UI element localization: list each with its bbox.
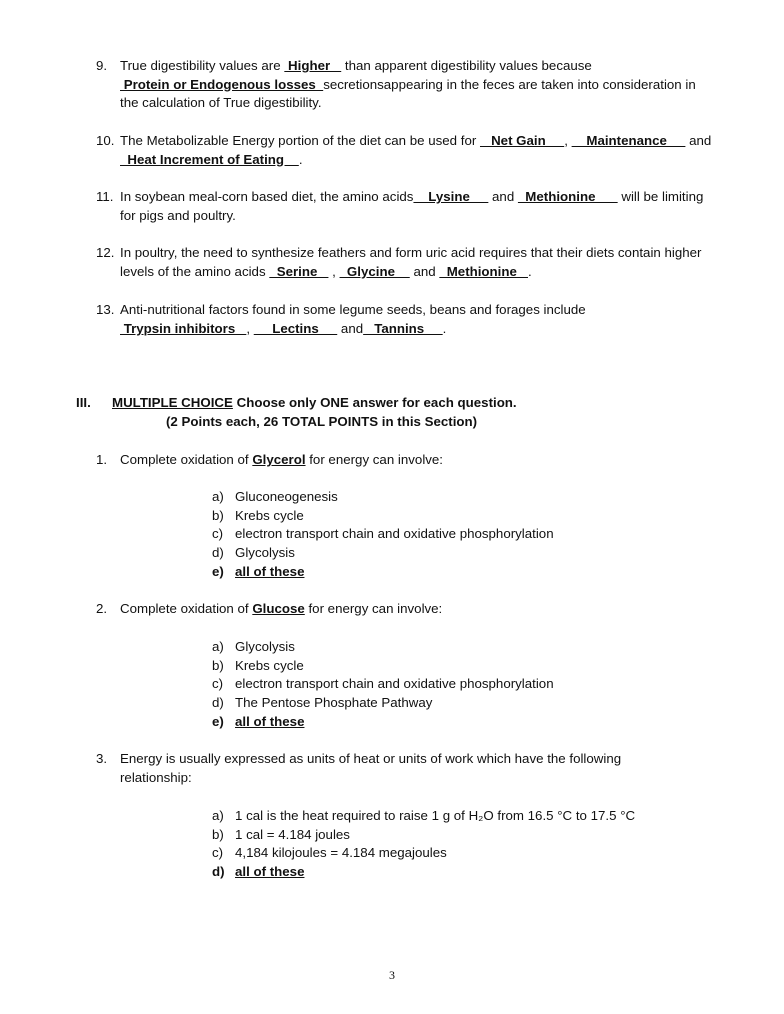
question-text-fragment: . (442, 320, 447, 336)
answer-option (212, 507, 554, 526)
question-text-fragment: . (298, 151, 303, 167)
option-text: all of these (235, 563, 305, 579)
question-text: Energy is usually expressed as units of heat or units of work which have the following relationship: (120, 751, 622, 785)
question-text (120, 132, 716, 169)
option-letter: b) (212, 507, 224, 523)
answer-blank: Glycine (339, 263, 410, 279)
answer-blank: Protein or Endogenous losses (120, 76, 324, 92)
question-number: 2. (96, 601, 108, 616)
option-letter: c) (212, 676, 224, 692)
option-text: Krebs cycle (235, 507, 304, 523)
question-text-fragment: The Metabolizable Energy portion of the diet can be used for (120, 133, 480, 148)
question-text-fragment: , (328, 263, 340, 279)
question-text: Complete oxidation of Glucose for energy can involve: (120, 601, 443, 616)
option-text: 1 cal = 4.184 joules (235, 826, 350, 842)
question-text (120, 301, 716, 338)
answer-options (212, 807, 635, 882)
option-text: electron transport chain and oxidative phosphorylation (235, 676, 554, 692)
option-text: all of these (235, 864, 305, 880)
option-letter: d) (212, 864, 225, 880)
question-keyword: Glycerol (252, 452, 306, 467)
section-title-underlined: MULTIPLE CHOICE (112, 395, 233, 410)
question-text-fragment: In soybean meal-corn based diet, the amino acids (120, 189, 414, 204)
question-number: 1. (96, 452, 108, 467)
option-letter: d) (212, 545, 224, 561)
section-title-rest: Choose only ONE answer for each question. (232, 395, 517, 410)
mc-question (96, 451, 696, 470)
answer-option (212, 694, 554, 713)
question-text-fragment: secretionsappearing in the feces are taken into consideration in the calculation of True digestibility. (120, 76, 696, 111)
mc-question (96, 750, 696, 787)
answer-blank: Higher (284, 58, 342, 73)
answer-option (212, 525, 554, 544)
answer-option (212, 844, 635, 863)
question-text-fragment: and (337, 320, 364, 336)
answer-blank: Maintenance (571, 133, 686, 148)
question-number: 13. (96, 302, 115, 317)
answer-option (212, 638, 554, 657)
answer-option (212, 675, 554, 694)
question-text: Complete oxidation of Glycerol for energy can involve: (120, 452, 444, 467)
question-text-fragment: True digestibility values are (120, 58, 285, 73)
option-letter: c) (212, 526, 224, 542)
answer-blank: Tannins (363, 320, 443, 336)
question-text (120, 188, 716, 225)
answer-blank: Trypsin inhibitors (120, 320, 247, 336)
option-text: 1 cal is the heat required to raise 1 g of H₂O from 16.5 °C to 17.5 °C (235, 808, 636, 823)
question-text-fragment: will be limiting for pigs and poultry. (120, 189, 704, 223)
option-letter: e) (212, 563, 224, 579)
option-letter: a) (212, 808, 224, 823)
question-number: 9. (96, 58, 108, 73)
option-text: Krebs cycle (235, 657, 304, 673)
answer-blank: Serine (269, 263, 329, 279)
page-number: 3 (389, 968, 395, 982)
fill-in-question (96, 244, 716, 281)
option-text: Gluconeogenesis (235, 489, 338, 504)
answer-option (212, 826, 635, 845)
correct-answer-option (212, 713, 554, 732)
correct-answer-option (212, 563, 554, 582)
option-text: all of these (235, 713, 305, 729)
option-text: electron transport chain and oxidative phosphorylation (235, 526, 554, 542)
section-number: III. (76, 395, 91, 410)
question-number: 3. (96, 751, 108, 766)
answer-option (212, 488, 554, 507)
option-letter: c) (212, 845, 224, 861)
section-subtitle: (2 Points each, 26 TOTAL POINTS in this Section) (166, 414, 478, 429)
question-number: 11. (96, 189, 114, 204)
option-text: Glycolysis (235, 639, 295, 654)
fill-in-question (96, 301, 716, 338)
correct-answer-option (212, 863, 635, 882)
answer-blank: Methionine (517, 189, 618, 204)
fill-in-question (96, 188, 716, 225)
answer-option (212, 657, 554, 676)
question-text-fragment: In poultry, the need to synthesize feathers and form uric acid requires that their diets contain higher levels of the amino acids (120, 245, 702, 279)
option-text: 4,184 kilojoules = 4.184 megajoules (235, 845, 447, 861)
answer-options (212, 638, 554, 732)
answer-blank: Heat Increment of Eating (120, 151, 299, 167)
question-text-fragment: , (564, 133, 572, 148)
question-text (120, 57, 716, 113)
question-text-fragment: than apparent digestibility values because (341, 58, 592, 73)
question-text-fragment: and (488, 189, 518, 204)
question-text-fragment: . (527, 263, 532, 279)
option-letter: a) (212, 489, 224, 504)
answer-blank: Net Gain (479, 133, 565, 148)
question-text-fragment: and (685, 133, 712, 148)
option-text: The Pentose Phosphate Pathway (235, 695, 433, 711)
question-text-fragment: , (246, 320, 254, 336)
option-letter: d) (212, 695, 224, 711)
option-text: Glycolysis (235, 545, 295, 561)
answer-options (212, 488, 554, 582)
option-letter: b) (212, 657, 224, 673)
question-number: 10. (96, 133, 115, 148)
answer-option (212, 544, 554, 563)
question-text-fragment: and (409, 263, 440, 279)
option-letter: a) (212, 639, 224, 654)
fill-in-question (96, 132, 716, 169)
option-letter: e) (212, 713, 224, 729)
fill-in-question (96, 57, 716, 113)
mc-question (96, 600, 696, 619)
question-text (120, 244, 716, 281)
section-title (112, 394, 517, 413)
option-letter: b) (212, 826, 224, 842)
answer-blank: Lysine (413, 189, 489, 204)
question-number: 12. (96, 245, 115, 260)
question-text-fragment: Anti-nutritional factors found in some legume seeds, beans and forages include (120, 302, 586, 317)
answer-blank: Lectins (253, 320, 338, 336)
question-keyword: Glucose (252, 601, 305, 616)
answer-blank: Methionine (439, 263, 528, 279)
answer-option (212, 807, 635, 826)
